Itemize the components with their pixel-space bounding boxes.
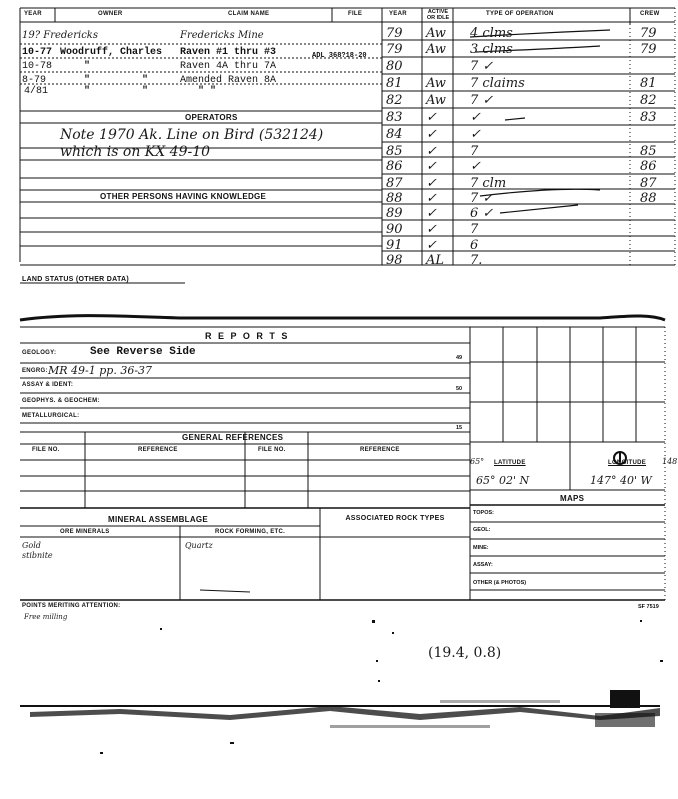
activity-year: 83 bbox=[386, 110, 403, 125]
longitude-label: LONGITUDE bbox=[608, 460, 647, 466]
activity-year: 80 bbox=[386, 59, 403, 74]
associated-rock-types-label: ASSOCIATED ROCK TYPES bbox=[345, 515, 445, 522]
activity-operation: ✓ bbox=[470, 110, 481, 125]
mineral-assemblage-title: MINERAL ASSEMBLAGE bbox=[108, 515, 209, 524]
owner-row-5-year: 4/81 bbox=[24, 86, 49, 97]
activity-year: 81 bbox=[386, 76, 403, 91]
activity-crew: 86 bbox=[640, 159, 657, 174]
rock-forming-label: ROCK FORMING, ETC. bbox=[215, 529, 286, 535]
operators-label: OPERATORS bbox=[185, 113, 238, 122]
activity-status: Aw bbox=[426, 26, 446, 41]
activity-status: Aw bbox=[426, 76, 446, 91]
activity-status: Aw bbox=[426, 93, 446, 108]
activity-crew: 88 bbox=[640, 191, 657, 206]
activity-status: ✓ bbox=[426, 206, 437, 221]
activity-status: ✓ bbox=[426, 144, 437, 159]
activity-crew: 87 bbox=[640, 176, 657, 191]
latitude-value: 65° 02' N bbox=[476, 474, 530, 487]
activity-operation: 7. bbox=[470, 253, 483, 268]
activity-operation: 7 ✓ bbox=[470, 191, 494, 206]
activity-year: 88 bbox=[386, 191, 403, 206]
other-persons-label: OTHER PERSONS HAVING KNOWLEDGE bbox=[100, 192, 267, 201]
owner-row-2-owner: Woodruff, Charles bbox=[60, 47, 163, 58]
activity-operation: 7 clm bbox=[470, 176, 507, 191]
activity-status: ✓ bbox=[426, 191, 437, 206]
margin-number-49: 49 bbox=[456, 355, 463, 361]
activity-status: ✓ bbox=[426, 238, 437, 253]
header-claim-name: CLAIM NAME bbox=[228, 11, 270, 17]
geol-label: GEOL: bbox=[473, 527, 491, 533]
activity-year: 98 bbox=[386, 253, 403, 268]
activity-operation: 6 bbox=[470, 238, 479, 253]
longitude-value: 147° 40' W bbox=[590, 474, 652, 487]
header-owner: OWNER bbox=[98, 11, 123, 17]
latitude-edge: 65° bbox=[470, 457, 485, 466]
ore-minerals-label: ORE MINERALS bbox=[60, 529, 110, 535]
other-photos-label: OTHER (& PHOTOS) bbox=[473, 580, 527, 586]
header-crew: CREW bbox=[640, 11, 660, 17]
activity-operation: 7 bbox=[470, 222, 479, 237]
activity-operation: 6 ✓ bbox=[470, 206, 494, 221]
header-active-idle: ACTIVE OR IDLE bbox=[426, 9, 450, 21]
ore-mineral-1: Gold bbox=[22, 541, 41, 550]
points-meriting-attention-label: POINTS MERITING ATTENTION: bbox=[22, 603, 121, 609]
header-year-right: YEAR bbox=[389, 11, 407, 17]
owner-row-1-claim: Fredericks Mine bbox=[180, 30, 264, 41]
owner-row-4-owner: " bbox=[84, 75, 91, 86]
activity-year: 86 bbox=[386, 159, 403, 174]
margin-number-50: 50 bbox=[456, 386, 463, 392]
metallurgical-label: METALLURGICAL: bbox=[22, 413, 80, 419]
coordinates-note: (19.4, 0.8) bbox=[428, 645, 502, 661]
reports-title: R E P O R T S bbox=[205, 331, 290, 341]
assay-label: ASSAY: bbox=[473, 562, 493, 568]
latitude-label: LATITUDE bbox=[494, 460, 526, 466]
activity-status: ✓ bbox=[426, 176, 437, 191]
owner-row-1-year: 19? Fredericks bbox=[22, 30, 98, 41]
activity-status: ✓ bbox=[426, 110, 437, 125]
owner-row-5-owner: " bbox=[84, 86, 91, 97]
form-number: SF 7519 bbox=[638, 604, 659, 610]
header-file: FILE bbox=[348, 11, 363, 17]
rock-forming-value: Quartz bbox=[185, 541, 213, 550]
owner-row-2-claim: Raven #1 thru #3 bbox=[180, 47, 277, 58]
general-references-title: GENERAL REFERENCES bbox=[182, 433, 284, 442]
activity-crew: 81 bbox=[640, 76, 657, 91]
activity-year: 90 bbox=[386, 222, 403, 237]
activity-crew: 83 bbox=[640, 110, 657, 125]
geology-value: See Reverse Side bbox=[90, 346, 196, 358]
longitude-edge: 148 bbox=[662, 457, 678, 466]
activity-crew: 79 bbox=[640, 26, 657, 41]
owner-row-5-claim: " " bbox=[198, 86, 217, 97]
mine-label: MINE: bbox=[473, 545, 489, 551]
activity-operation: 7 ✓ bbox=[470, 59, 494, 74]
owner-row-4-year: 8-79 bbox=[22, 75, 47, 86]
owner-row-3-claim: Raven 4A thru 7A bbox=[180, 61, 277, 72]
activity-crew: 85 bbox=[640, 144, 657, 159]
margin-number-15: 15 bbox=[456, 425, 463, 431]
activity-year: 79 bbox=[386, 26, 403, 41]
geology-label: GEOLOGY: bbox=[22, 350, 57, 356]
operator-note-line-1: Note 1970 Ak. Line on Bird (532124) bbox=[60, 127, 324, 143]
assay-ident-label: ASSAY & IDENT: bbox=[22, 382, 74, 388]
header-type-of-operation: TYPE OF OPERATION bbox=[486, 11, 554, 17]
ref-col-file-no-2: FILE NO. bbox=[258, 447, 286, 453]
activity-operation: ✓ bbox=[470, 127, 481, 142]
activity-operation: ✓ bbox=[470, 159, 481, 174]
engrg-value: MR 49-1 pp. 36-37 bbox=[48, 364, 153, 377]
activity-year: 89 bbox=[386, 206, 403, 221]
owner-row-4-extra: " bbox=[142, 75, 149, 86]
ref-col-reference-2: REFERENCE bbox=[360, 447, 400, 453]
ore-mineral-2: stibnite bbox=[22, 551, 53, 560]
activity-operation: 7 claims bbox=[470, 76, 525, 91]
geophys-label: GEOPHYS. & GEOCHEM: bbox=[22, 398, 100, 404]
activity-year: 87 bbox=[386, 176, 403, 191]
owner-row-3-year: 10-78 bbox=[22, 61, 53, 72]
activity-crew: 79 bbox=[640, 42, 657, 57]
activity-status: ✓ bbox=[426, 159, 437, 174]
owner-row-2-year: 10-77 bbox=[22, 47, 53, 58]
activity-operation: 3 clms bbox=[470, 42, 513, 57]
activity-status: Aw bbox=[426, 42, 446, 57]
activity-operation: 4 clms bbox=[470, 26, 513, 41]
owner-row-3-owner: " bbox=[84, 61, 91, 72]
ref-col-file-no: FILE NO. bbox=[32, 447, 60, 453]
activity-year: 84 bbox=[386, 127, 403, 142]
activity-status: ✓ bbox=[426, 222, 437, 237]
header-year: YEAR bbox=[24, 11, 42, 17]
activity-year: 85 bbox=[386, 144, 403, 159]
engrg-label: ENGRG: bbox=[22, 368, 48, 374]
activity-operation: 7 ✓ bbox=[470, 93, 494, 108]
activity-operation: 7 bbox=[470, 144, 479, 159]
ref-col-reference: REFERENCE bbox=[138, 447, 178, 453]
activity-crew: 82 bbox=[640, 93, 657, 108]
land-status-label: LAND STATUS (OTHER DATA) bbox=[22, 276, 130, 283]
owner-row-4-claim: Amended Raven 8A bbox=[180, 75, 277, 86]
activity-year: 82 bbox=[386, 93, 403, 108]
points-value: Free milling bbox=[24, 613, 68, 621]
operator-note-line-2: which is on KX 49-10 bbox=[60, 144, 211, 160]
activity-status: AL bbox=[426, 253, 445, 268]
maps-label: MAPS bbox=[560, 494, 585, 503]
activity-year: 79 bbox=[386, 42, 403, 57]
owner-row-5-extra: " bbox=[142, 86, 149, 97]
owner-row-2-file: ADL 368?18-20 bbox=[312, 52, 367, 60]
activity-year: 91 bbox=[386, 238, 403, 253]
topos-label: TOPOS: bbox=[473, 510, 494, 516]
activity-status: ✓ bbox=[426, 127, 437, 142]
